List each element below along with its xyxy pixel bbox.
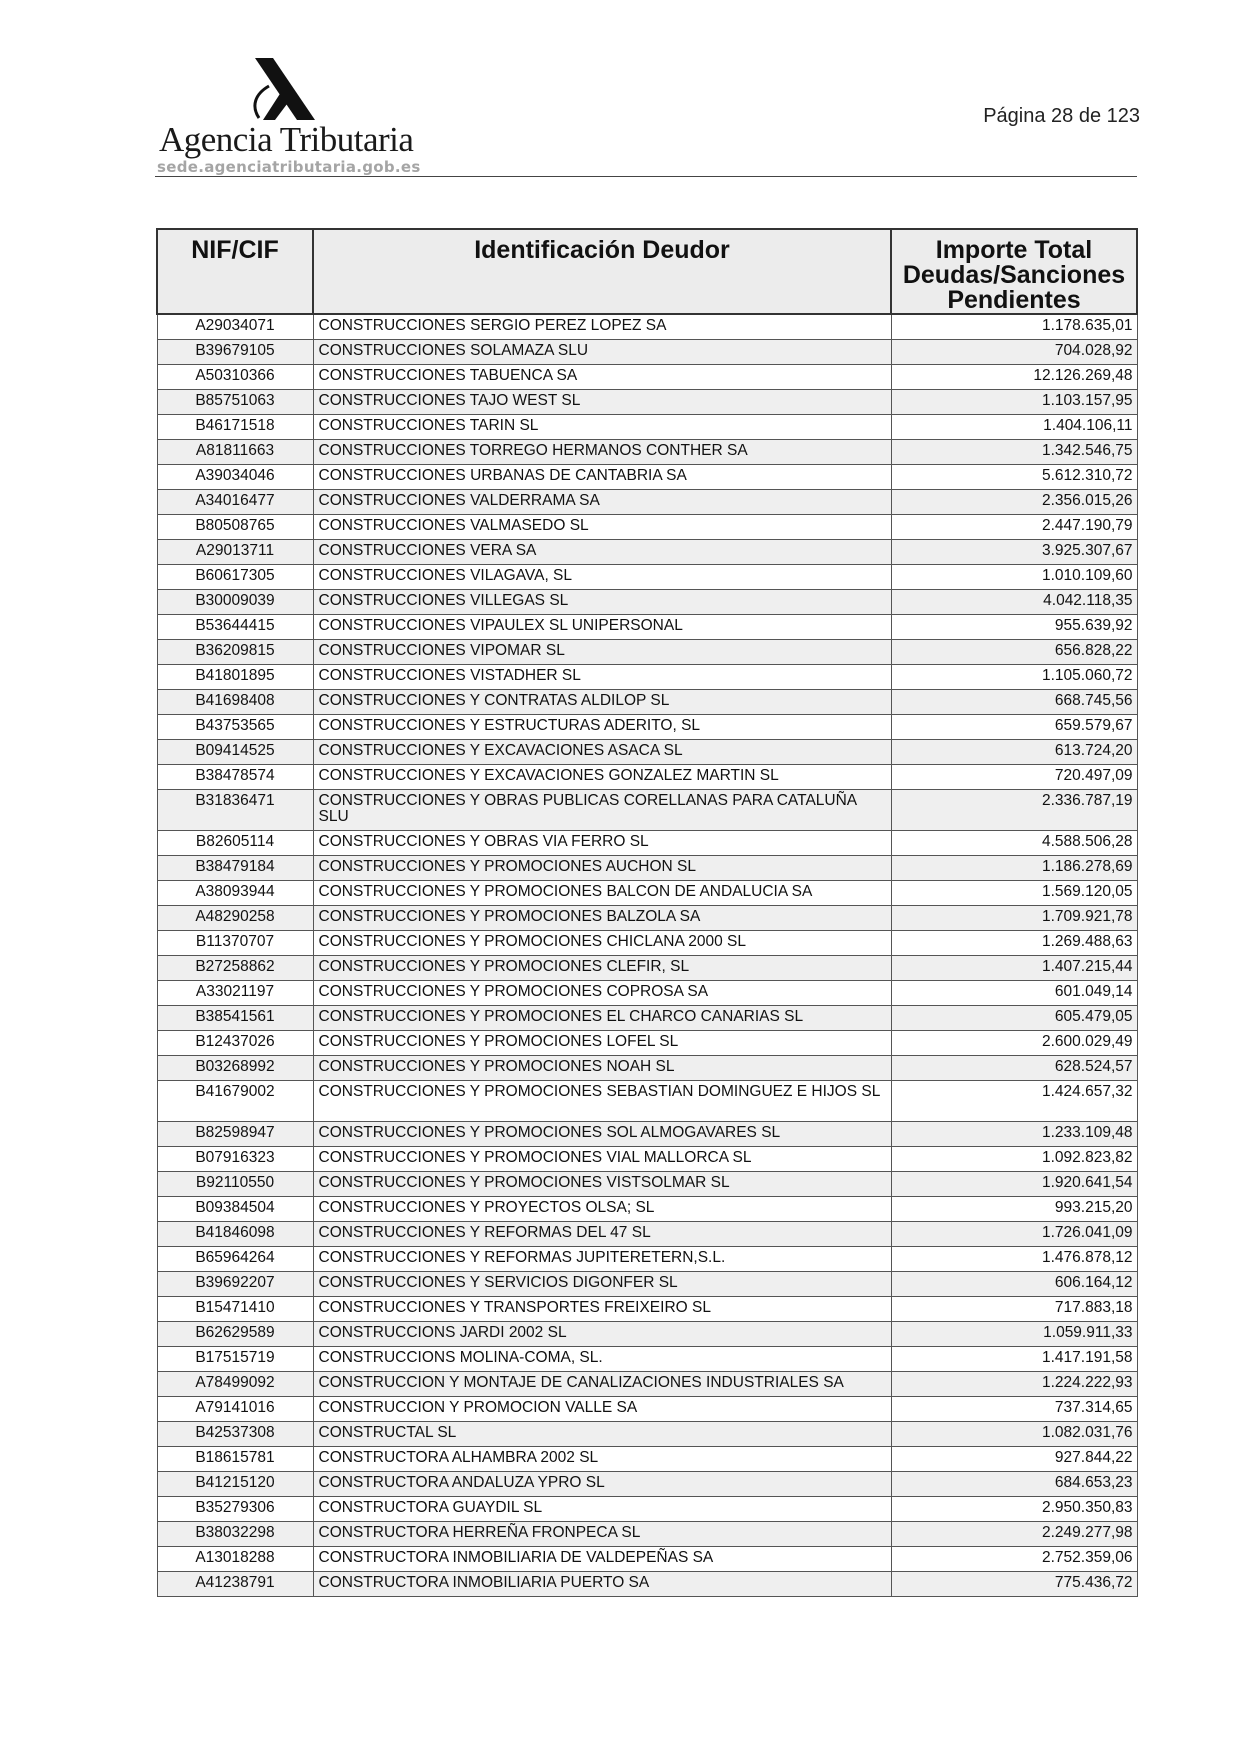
nif-cell: B82605114 xyxy=(157,830,313,855)
table-row xyxy=(157,1271,1137,1296)
debtor-name-cell: CONSTRUCCIONES Y PROMOCIONES SEBASTIAN DOMINGUEZ E HIJOS SL xyxy=(313,1080,891,1121)
amount-cell: 1.726.041,09 xyxy=(891,1221,1137,1246)
debtor-name-cell: CONSTRUCCIONES Y PROYECTOS OLSA; SL xyxy=(313,1196,891,1221)
amount-cell: 1.233.109,48 xyxy=(891,1121,1137,1146)
logo-wordmark: Agencia Tributaria xyxy=(159,120,414,159)
amount-cell: 1.407.215,44 xyxy=(891,955,1137,980)
nif-cell: B38032298 xyxy=(157,1521,313,1546)
nif-cell: B31836471 xyxy=(157,789,313,830)
debtor-name-cell: CONSTRUCCIONES VALMASEDO SL xyxy=(313,514,891,539)
debtor-name-cell: CONSTRUCTORA INMOBILIARIA DE VALDEPEÑAS SA xyxy=(313,1546,891,1571)
nif-cell: B53644415 xyxy=(157,614,313,639)
debtor-name-cell: CONSTRUCCIONES TARIN SL xyxy=(313,414,891,439)
debtor-name-cell: CONSTRUCCIONES VILLEGAS SL xyxy=(313,589,891,614)
debtor-name-cell: CONSTRUCCION Y MONTAJE DE CANALIZACIONES INDUSTRIALES SA xyxy=(313,1371,891,1396)
table-row xyxy=(157,905,1137,930)
amount-cell: 1.059.911,33 xyxy=(891,1321,1137,1346)
amount-cell: 2.249.277,98 xyxy=(891,1521,1137,1546)
debtor-name-cell: CONSTRUCCIONS JARDI 2002 SL xyxy=(313,1321,891,1346)
nif-cell: B41679002 xyxy=(157,1080,313,1121)
debtor-name-cell: CONSTRUCTORA INMOBILIARIA PUERTO SA xyxy=(313,1571,891,1596)
amount-cell: 2.356.015,26 xyxy=(891,489,1137,514)
nif-cell: B46171518 xyxy=(157,414,313,439)
nif-cell: B09414525 xyxy=(157,739,313,764)
amount-cell: 1.103.157,95 xyxy=(891,389,1137,414)
nif-cell: B62629589 xyxy=(157,1321,313,1346)
table-row xyxy=(157,930,1137,955)
nif-cell: B17515719 xyxy=(157,1346,313,1371)
nif-cell: B12437026 xyxy=(157,1030,313,1055)
nif-cell: B27258862 xyxy=(157,955,313,980)
debtors-table xyxy=(156,228,1138,1597)
amount-cell: 737.314,65 xyxy=(891,1396,1137,1421)
amount-cell: 1.417.191,58 xyxy=(891,1346,1137,1371)
amount-cell: 668.745,56 xyxy=(891,689,1137,714)
nif-cell: B42537308 xyxy=(157,1421,313,1446)
debtor-name-cell: CONSTRUCCIONES VILAGAVA, SL xyxy=(313,564,891,589)
amount-cell: 2.752.359,06 xyxy=(891,1546,1137,1571)
table-row xyxy=(157,539,1137,564)
table-row xyxy=(157,1496,1137,1521)
nif-cell: B38479184 xyxy=(157,855,313,880)
amount-cell: 1.569.120,05 xyxy=(891,880,1137,905)
nif-cell: B09384504 xyxy=(157,1196,313,1221)
page-header xyxy=(155,58,1140,178)
table-row xyxy=(157,739,1137,764)
debtor-name-cell: CONSTRUCCIONES Y REFORMAS DEL 47 SL xyxy=(313,1221,891,1246)
amount-cell: 628.524,57 xyxy=(891,1055,1137,1080)
debtor-name-cell: CONSTRUCCIONES Y PROMOCIONES AUCHON SL xyxy=(313,855,891,880)
debtor-name-cell: CONSTRUCCIONES VERA SA xyxy=(313,539,891,564)
debtor-name-cell: CONSTRUCCIONES Y PROMOCIONES VISTSOLMAR SL xyxy=(313,1171,891,1196)
table-row xyxy=(157,1446,1137,1471)
debtor-name-cell: CONSTRUCCIONES Y EXCAVACIONES GONZALEZ MARTIN SL xyxy=(313,764,891,789)
amount-cell: 1.082.031,76 xyxy=(891,1421,1137,1446)
table-row xyxy=(157,439,1137,464)
debtor-name-cell: CONSTRUCCIONES Y PROMOCIONES SOL ALMOGAVARES SL xyxy=(313,1121,891,1146)
amount-cell: 1.269.488,63 xyxy=(891,930,1137,955)
nif-cell: A29013711 xyxy=(157,539,313,564)
debtor-name-cell: CONSTRUCTORA GUAYDIL SL xyxy=(313,1496,891,1521)
amount-cell: 1.342.546,75 xyxy=(891,439,1137,464)
debtor-name-cell: CONSTRUCCIONES VIPOMAR SL xyxy=(313,639,891,664)
nif-cell: B65964264 xyxy=(157,1246,313,1271)
nif-cell: B38478574 xyxy=(157,764,313,789)
nif-cell: A13018288 xyxy=(157,1546,313,1571)
amount-cell: 993.215,20 xyxy=(891,1196,1137,1221)
table-row xyxy=(157,664,1137,689)
debtor-name-cell: CONSTRUCCIONES Y OBRAS VIA FERRO SL xyxy=(313,830,891,855)
amount-cell: 717.883,18 xyxy=(891,1296,1137,1321)
table-row xyxy=(157,314,1137,339)
table-row xyxy=(157,414,1137,439)
amount-cell: 2.336.787,19 xyxy=(891,789,1137,830)
table-row xyxy=(157,1146,1137,1171)
nif-cell: B82598947 xyxy=(157,1121,313,1146)
debtor-name-cell: CONSTRUCCIONES Y PROMOCIONES VIAL MALLORCA SL xyxy=(313,1146,891,1171)
table-row xyxy=(157,1080,1137,1121)
debtor-name-cell: CONSTRUCCIONES Y PROMOCIONES LOFEL SL xyxy=(313,1030,891,1055)
amount-cell: 955.639,92 xyxy=(891,614,1137,639)
table-row xyxy=(157,855,1137,880)
table-row xyxy=(157,1296,1137,1321)
nif-cell: B43753565 xyxy=(157,714,313,739)
nif-cell: A50310366 xyxy=(157,364,313,389)
table-row xyxy=(157,689,1137,714)
amount-cell: 1.424.657,32 xyxy=(891,1080,1137,1121)
amount-cell: 1.010.109,60 xyxy=(891,564,1137,589)
nif-cell: A38093944 xyxy=(157,880,313,905)
table-row xyxy=(157,714,1137,739)
amount-cell: 3.925.307,67 xyxy=(891,539,1137,564)
amount-cell: 1.224.222,93 xyxy=(891,1371,1137,1396)
page-number: Página 28 de 123 xyxy=(983,105,1140,127)
table-row xyxy=(157,1121,1137,1146)
nif-cell: A39034046 xyxy=(157,464,313,489)
table-row xyxy=(157,364,1137,389)
nif-cell: B80508765 xyxy=(157,514,313,539)
amount-cell: 606.164,12 xyxy=(891,1271,1137,1296)
table-row xyxy=(157,955,1137,980)
debtor-name-cell: CONSTRUCCIONES Y PROMOCIONES NOAH SL xyxy=(313,1055,891,1080)
amount-cell: 659.579,67 xyxy=(891,714,1137,739)
nif-cell: B36209815 xyxy=(157,639,313,664)
amount-cell: 775.436,72 xyxy=(891,1571,1137,1596)
amount-cell: 927.844,22 xyxy=(891,1446,1137,1471)
table-row xyxy=(157,1521,1137,1546)
debtor-name-cell: CONSTRUCCIONES Y PROMOCIONES EL CHARCO CANARIAS SL xyxy=(313,1005,891,1030)
debtor-name-cell: CONSTRUCCIONES VISTADHER SL xyxy=(313,664,891,689)
table-row xyxy=(157,1471,1137,1496)
nif-cell: B07916323 xyxy=(157,1146,313,1171)
table-row xyxy=(157,1221,1137,1246)
amount-cell: 1.476.878,12 xyxy=(891,1246,1137,1271)
nif-cell: B41846098 xyxy=(157,1221,313,1246)
nif-cell: B39692207 xyxy=(157,1271,313,1296)
table-body xyxy=(157,314,1137,1596)
nif-cell: B38541561 xyxy=(157,1005,313,1030)
table-row xyxy=(157,1030,1137,1055)
amount-cell: 1.404.106,11 xyxy=(891,414,1137,439)
debtor-name-cell: CONSTRUCCIONES SOLAMAZA SLU xyxy=(313,339,891,364)
table-row xyxy=(157,980,1137,1005)
table-row xyxy=(157,1171,1137,1196)
nif-cell: A41238791 xyxy=(157,1571,313,1596)
debtor-name-cell: CONSTRUCCIONES Y PROMOCIONES COPROSA SA xyxy=(313,980,891,1005)
table-row xyxy=(157,564,1137,589)
amount-cell: 684.653,23 xyxy=(891,1471,1137,1496)
nif-cell: A78499092 xyxy=(157,1371,313,1396)
table-row xyxy=(157,880,1137,905)
nif-cell: A79141016 xyxy=(157,1396,313,1421)
debtor-name-cell: CONSTRUCTORA HERREÑA FRONPECA SL xyxy=(313,1521,891,1546)
amount-cell: 1.105.060,72 xyxy=(891,664,1137,689)
debtor-name-cell: CONSTRUCCIONES TABUENCA SA xyxy=(313,364,891,389)
amount-cell: 1.709.921,78 xyxy=(891,905,1137,930)
agencia-tributaria-logo-icon xyxy=(245,58,321,124)
table-header-row xyxy=(157,229,1137,314)
amount-cell: 613.724,20 xyxy=(891,739,1137,764)
debtor-name-cell: CONSTRUCCIONES URBANAS DE CANTABRIA SA xyxy=(313,464,891,489)
table-row xyxy=(157,1005,1137,1030)
debtor-name-cell: CONSTRUCCIONES Y ESTRUCTURAS ADERITO, SL xyxy=(313,714,891,739)
debtor-name-cell: CONSTRUCCIONES Y OBRAS PUBLICAS CORELLANAS PARA CATALUÑA SLU xyxy=(313,789,891,830)
nif-cell: B03268992 xyxy=(157,1055,313,1080)
debtor-name-cell: CONSTRUCCIONES Y TRANSPORTES FREIXEIRO SL xyxy=(313,1296,891,1321)
nif-cell: B41698408 xyxy=(157,689,313,714)
amount-cell: 1.092.823,82 xyxy=(891,1146,1137,1171)
column-header-nif: NIF/CIF xyxy=(157,229,313,314)
nif-cell: A34016477 xyxy=(157,489,313,514)
debtor-name-cell: CONSTRUCTORA ALHAMBRA 2002 SL xyxy=(313,1446,891,1471)
amount-cell: 1.178.635,01 xyxy=(891,314,1137,339)
amount-cell: 720.497,09 xyxy=(891,764,1137,789)
nif-cell: B39679105 xyxy=(157,339,313,364)
debtor-name-cell: CONSTRUCCIONES Y SERVICIOS DIGONFER SL xyxy=(313,1271,891,1296)
table-row xyxy=(157,589,1137,614)
nif-cell: A33021197 xyxy=(157,980,313,1005)
debtor-name-cell: CONSTRUCCIONES SERGIO PEREZ LOPEZ SA xyxy=(313,314,891,339)
amount-cell: 1.186.278,69 xyxy=(891,855,1137,880)
debtor-name-cell: CONSTRUCCIONES TAJO WEST SL xyxy=(313,389,891,414)
column-header-amount: Importe Total Deudas/Sanciones Pendientes xyxy=(891,229,1137,314)
debtor-name-cell: CONSTRUCCION Y PROMOCION VALLE SA xyxy=(313,1396,891,1421)
header-divider xyxy=(155,176,1137,177)
table-row xyxy=(157,1196,1137,1221)
nif-cell: B92110550 xyxy=(157,1171,313,1196)
amount-cell: 601.049,14 xyxy=(891,980,1137,1005)
table-row xyxy=(157,1571,1137,1596)
debtor-name-cell: CONSTRUCCIONES Y PROMOCIONES CLEFIR, SL xyxy=(313,955,891,980)
table-row xyxy=(157,389,1137,414)
nif-cell: B85751063 xyxy=(157,389,313,414)
logo-url: sede.agenciatributaria.gob.es xyxy=(157,158,421,176)
table-row xyxy=(157,1055,1137,1080)
nif-cell: A81811663 xyxy=(157,439,313,464)
nif-cell: B30009039 xyxy=(157,589,313,614)
table-row xyxy=(157,1396,1137,1421)
amount-cell: 2.600.029,49 xyxy=(891,1030,1137,1055)
debtor-name-cell: CONSTRUCCIONES Y CONTRATAS ALDILOP SL xyxy=(313,689,891,714)
debtor-name-cell: CONSTRUCCIONES Y EXCAVACIONES ASACA SL xyxy=(313,739,891,764)
nif-cell: B41215120 xyxy=(157,1471,313,1496)
table-row xyxy=(157,489,1137,514)
amount-cell: 5.612.310,72 xyxy=(891,464,1137,489)
table-row xyxy=(157,1346,1137,1371)
table-row xyxy=(157,1421,1137,1446)
table-row xyxy=(157,830,1137,855)
debtor-name-cell: CONSTRUCTORA ANDALUZA YPRO SL xyxy=(313,1471,891,1496)
amount-cell: 704.028,92 xyxy=(891,339,1137,364)
nif-cell: B35279306 xyxy=(157,1496,313,1521)
table-row xyxy=(157,1371,1137,1396)
amount-cell: 656.828,22 xyxy=(891,639,1137,664)
debtor-name-cell: CONSTRUCCIONS MOLINA-COMA, SL. xyxy=(313,1346,891,1371)
table-row xyxy=(157,514,1137,539)
table-row xyxy=(157,1546,1137,1571)
nif-cell: B60617305 xyxy=(157,564,313,589)
debtor-name-cell: CONSTRUCCIONES Y REFORMAS JUPITERETERN,S.L. xyxy=(313,1246,891,1271)
debtor-name-cell: CONSTRUCTAL SL xyxy=(313,1421,891,1446)
nif-cell: B41801895 xyxy=(157,664,313,689)
amount-cell: 12.126.269,48 xyxy=(891,364,1137,389)
table-row xyxy=(157,339,1137,364)
debtor-name-cell: CONSTRUCCIONES Y PROMOCIONES BALCON DE ANDALUCIA SA xyxy=(313,880,891,905)
table-row xyxy=(157,789,1137,830)
amount-cell: 2.950.350,83 xyxy=(891,1496,1137,1521)
nif-cell: B15471410 xyxy=(157,1296,313,1321)
debtor-name-cell: CONSTRUCCIONES VALDERRAMA SA xyxy=(313,489,891,514)
nif-cell: B11370707 xyxy=(157,930,313,955)
table-row xyxy=(157,464,1137,489)
debtor-name-cell: CONSTRUCCIONES Y PROMOCIONES BALZOLA SA xyxy=(313,905,891,930)
debtor-name-cell: CONSTRUCCIONES Y PROMOCIONES CHICLANA 2000 SL xyxy=(313,930,891,955)
table-row xyxy=(157,639,1137,664)
debtor-name-cell: CONSTRUCCIONES TORREGO HERMANOS CONTHER SA xyxy=(313,439,891,464)
amount-cell: 4.588.506,28 xyxy=(891,830,1137,855)
table-row xyxy=(157,764,1137,789)
table-row xyxy=(157,614,1137,639)
amount-cell: 605.479,05 xyxy=(891,1005,1137,1030)
amount-cell: 4.042.118,35 xyxy=(891,589,1137,614)
amount-cell: 1.920.641,54 xyxy=(891,1171,1137,1196)
column-header-identification: Identificación Deudor xyxy=(313,229,891,314)
table-row xyxy=(157,1321,1137,1346)
nif-cell: B18615781 xyxy=(157,1446,313,1471)
nif-cell: A48290258 xyxy=(157,905,313,930)
debtor-name-cell: CONSTRUCCIONES VIPAULEX SL UNIPERSONAL xyxy=(313,614,891,639)
amount-cell: 2.447.190,79 xyxy=(891,514,1137,539)
table-row xyxy=(157,1246,1137,1271)
nif-cell: A29034071 xyxy=(157,314,313,339)
